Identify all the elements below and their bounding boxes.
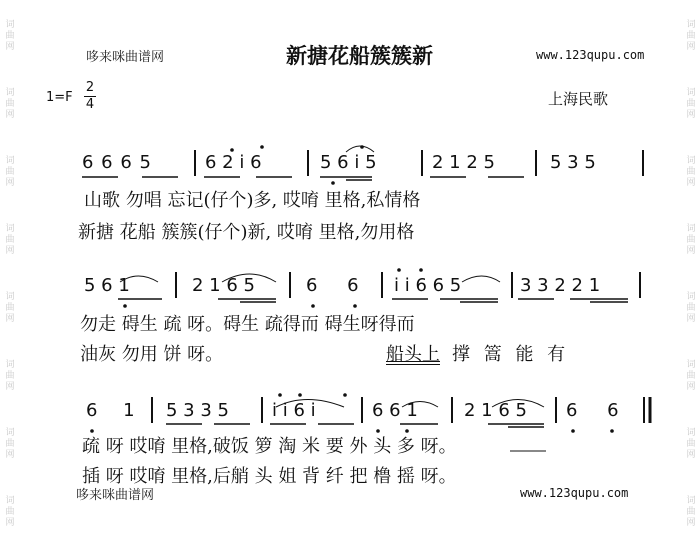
watermark-char: 网 xyxy=(5,518,15,528)
watermark-char: 词 xyxy=(5,88,15,98)
watermark-char: 词 xyxy=(5,20,15,30)
song-title: 新搪花船簇簇新 xyxy=(286,44,433,68)
watermark-char: 网 xyxy=(686,110,696,120)
watermark-char: 词 xyxy=(686,496,696,506)
watermark-char: 词 xyxy=(686,360,696,370)
site-name-header: 哆来咪曲谱网 xyxy=(86,50,165,65)
watermark-char: 网 xyxy=(5,246,15,256)
measure-1-2: 6 2 i 6 xyxy=(205,152,262,173)
watermark-char: 词 xyxy=(686,20,696,30)
watermark-char: 曲 xyxy=(686,235,696,245)
beams-line1 xyxy=(82,177,524,180)
measure-3-5: 2 1 6 5 xyxy=(464,400,527,421)
watermark-char: 曲 xyxy=(5,99,15,109)
lyrics-2-verse2-c: 撑 篙 能 有 xyxy=(452,344,566,365)
watermark-char: 词 xyxy=(5,156,15,166)
watermark-char: 曲 xyxy=(686,371,696,381)
watermark-char: 词 xyxy=(5,224,15,234)
watermark-char: 网 xyxy=(686,246,696,256)
measure-1-3: 5 6 i 5 xyxy=(320,152,377,173)
watermark-char: 网 xyxy=(5,42,15,52)
watermark-char: 曲 xyxy=(686,507,696,517)
measure-3-4: 6 6 1 xyxy=(372,400,418,421)
key-signature: 1=F xyxy=(46,90,73,105)
watermark-char: 曲 xyxy=(686,31,696,41)
watermark-char: 词 xyxy=(5,496,15,506)
watermark-char: 词 xyxy=(686,428,696,438)
lyrics-3-verse2: 插 呀 哎唷 里格,后艄 头 姐 背 纤 把 橹 摇 呀。 xyxy=(82,466,457,487)
measure-2-4: i i 6 6 5 xyxy=(394,275,462,296)
watermark-char: 曲 xyxy=(5,507,15,517)
watermark-char: 曲 xyxy=(686,99,696,109)
lyrics-2-verse1: 勿走 碍生 疏 呀。碍生 疏得而 碍生呀得而 xyxy=(80,314,415,335)
measure-1-5: 5 3 5 xyxy=(550,152,596,173)
measure-3-3: i i 6 i xyxy=(272,400,316,421)
watermark-char: 曲 xyxy=(686,439,696,449)
watermark-char: 网 xyxy=(686,42,696,52)
watermark-char: 网 xyxy=(5,382,15,392)
lyrics-3-verse1: 疏 呀 哎唷 里格,破饭 箩 淘 米 要 外 头 多 呀。 xyxy=(82,436,457,457)
measure-3-2: 5 3 3 5 xyxy=(166,400,229,421)
song-origin: 上海民歌 xyxy=(548,90,609,108)
site-url-footer: www.123qupu.com xyxy=(520,486,629,500)
beams-line2 xyxy=(118,299,628,302)
measure-1-1: 6 6 6 5 xyxy=(82,152,151,173)
watermark-char: 网 xyxy=(686,518,696,528)
watermark-char: 词 xyxy=(5,428,15,438)
watermark-char: 词 xyxy=(686,224,696,234)
measure-2-1: 5 6 1 xyxy=(84,275,130,296)
measure-2-3: 6 6 xyxy=(306,275,359,296)
watermark-char: 网 xyxy=(5,178,15,188)
watermark-char: 曲 xyxy=(5,167,15,177)
watermark-char: 词 xyxy=(5,360,15,370)
meter-bottom: 4 xyxy=(85,97,95,112)
watermark-char: 曲 xyxy=(686,167,696,177)
watermark-char: 网 xyxy=(5,450,15,460)
watermark-char: 曲 xyxy=(5,31,15,41)
watermark-char: 词 xyxy=(686,292,696,302)
watermark-char: 词 xyxy=(686,156,696,166)
measure-2-5: 3 3 2 2 1 xyxy=(520,275,601,296)
watermark-char: 曲 xyxy=(5,235,15,245)
watermark-char: 曲 xyxy=(5,371,15,381)
watermark-char: 曲 xyxy=(5,303,15,313)
lyrics-2-verse2-underlined xyxy=(386,340,440,366)
meter-top: 2 xyxy=(85,80,95,95)
watermark-char: 网 xyxy=(686,178,696,188)
watermark-char: 词 xyxy=(5,292,15,302)
lyrics-2-verse2-a: 油灰 勿用 饼 呀。 xyxy=(80,344,224,365)
lyrics-1-verse2: 新搪 花船 簇簇(仔个)新, 哎唷 里格,勿用格 xyxy=(78,222,415,243)
measure-3-1: 6 1 xyxy=(86,400,135,421)
site-url-header: www.123qupu.com xyxy=(536,48,645,62)
watermark-char: 网 xyxy=(5,314,15,324)
watermark-char: 网 xyxy=(686,314,696,324)
watermark-char: 网 xyxy=(5,110,15,120)
watermark-char: 网 xyxy=(686,450,696,460)
watermark-char: 网 xyxy=(686,382,696,392)
measure-3-6: 6 6 xyxy=(566,400,619,421)
site-name-footer: 哆来咪曲谱网 xyxy=(76,488,155,503)
watermark-char: 词 xyxy=(686,88,696,98)
slur xyxy=(462,276,500,282)
underlined-lyric: 船头上 xyxy=(386,344,440,365)
watermark-char: 曲 xyxy=(686,303,696,313)
measure-2-2: 2 1 6 5 xyxy=(192,275,255,296)
lyrics-1-verse1: 山歌 勿唱 忘记(仔个)多, 哎唷 里格,私情格 xyxy=(84,190,421,211)
watermark-char: 曲 xyxy=(5,439,15,449)
beams-line3 xyxy=(166,424,544,427)
measure-1-4: 2 1 2 5 xyxy=(432,152,495,173)
